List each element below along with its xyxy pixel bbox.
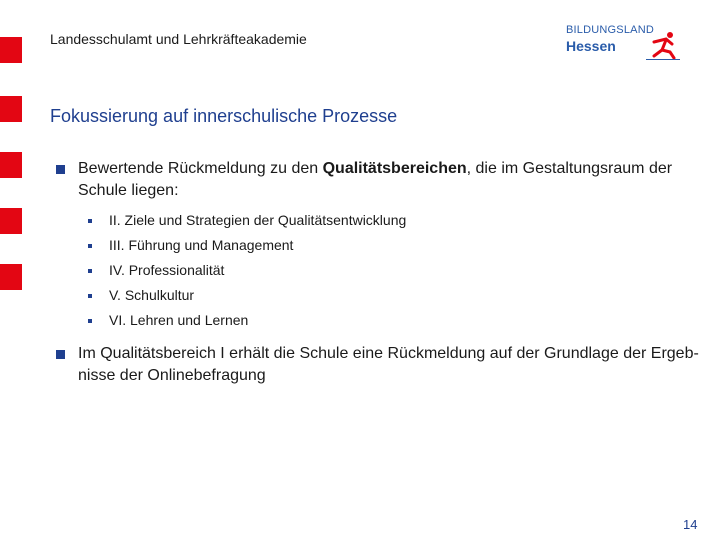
organization-name: Landesschulamt und Lehrkräfteakademie — [50, 31, 307, 47]
sub-bullet-item — [88, 233, 700, 258]
small-square-bullet-icon — [88, 244, 92, 248]
red-side-marker — [0, 37, 22, 63]
logo-top-text: BILDUNGSLAND — [566, 24, 654, 36]
sub-bullet-text: IV. Professionalität — [109, 262, 225, 278]
bildungsland-hessen-logo — [566, 24, 684, 64]
sub-bullet-text: II. Ziele und Strategien der Qualitätsentwicklung — [109, 212, 407, 228]
bullet-item — [50, 158, 700, 202]
page-number: 14 — [683, 517, 698, 532]
red-side-marker — [0, 208, 22, 234]
sub-bullet-text: III. Führung und Management — [109, 237, 294, 253]
sub-bullet-text: V. Schulkultur — [109, 287, 195, 303]
small-square-bullet-icon — [88, 319, 92, 323]
small-square-bullet-icon — [88, 294, 92, 298]
sub-bullet-item — [88, 258, 700, 283]
red-side-marker — [0, 96, 22, 122]
sub-bullet-item — [88, 283, 700, 308]
sub-bullet-text: VI. Lehren und Lernen — [109, 312, 249, 328]
slide-title: Fokussierung auf innerschulische Prozesse — [50, 106, 398, 126]
bullet-text: Im Qualitätsbereich I erhält die Schule eine Rückmeldung auf der Grundlage der Ergeb-nisse der Onlinebefragung — [78, 345, 699, 384]
red-side-marker — [0, 152, 22, 178]
square-bullet-icon — [56, 165, 65, 174]
small-square-bullet-icon — [88, 219, 92, 223]
bullet-text-end: , die im Gestaltungsraum der Schule liegen: — [78, 160, 673, 199]
bullet-text-emphasis: Qualitätsbereichen — [322, 160, 467, 177]
sub-bullet-item — [88, 308, 700, 333]
running-figure-icon — [644, 30, 682, 60]
bullet-item — [50, 343, 700, 387]
sub-bullet-item — [88, 208, 700, 233]
red-side-marker — [0, 264, 22, 290]
small-square-bullet-icon — [88, 269, 92, 273]
logo-bottom-text: Hessen — [566, 38, 616, 54]
square-bullet-icon — [56, 350, 65, 359]
sub-bullet-list — [50, 208, 700, 333]
bullet-text-start: Bewertende Rückmeldung zu den — [78, 160, 323, 177]
bullet-list — [50, 158, 700, 387]
